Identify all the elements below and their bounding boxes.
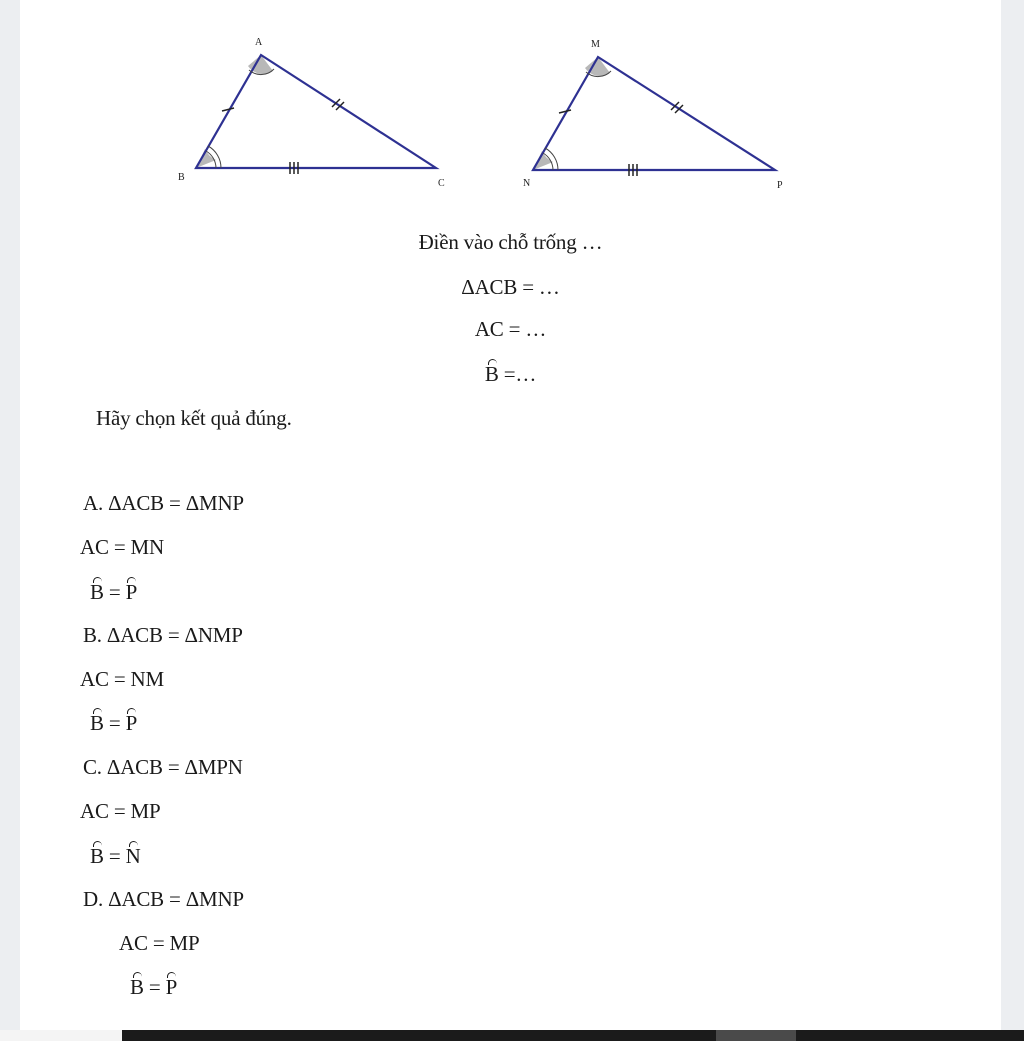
- option-c-angle-right: N: [125, 844, 141, 868]
- document-page: [20, 0, 1001, 1030]
- option-c-side: AC = MP: [80, 799, 161, 823]
- angle-b-letter: B: [484, 362, 499, 386]
- triangle-mnp: [523, 39, 783, 191]
- option-c-label[interactable]: C. ΔACB = ΔMPN: [83, 755, 243, 779]
- option-d-angle-right: P: [165, 975, 178, 999]
- option-a-angle: [90, 580, 137, 605]
- option-b-label[interactable]: B. ΔACB = ΔNMP: [83, 623, 243, 647]
- option-c-angle-left: B: [90, 844, 104, 868]
- option-b-angle-right: P: [125, 711, 138, 735]
- prompt-side-line: AC = …: [474, 317, 547, 341]
- option-a-side: AC = MN: [80, 535, 164, 559]
- triangle-abc: [178, 37, 445, 189]
- option-d-angle: [130, 975, 177, 1000]
- option-b-side: AC = NM: [80, 667, 164, 691]
- option-c-angle-op: =: [103, 844, 126, 868]
- option-b-angle: [90, 711, 137, 736]
- option-d-label[interactable]: D. ΔACB = ΔMNP: [83, 887, 244, 911]
- option-c-angle: [90, 844, 141, 869]
- horizontal-scrollbar[interactable]: [122, 1030, 1024, 1041]
- vertex-label-c: C: [438, 178, 445, 189]
- prompt-triangle-line: ΔACB = …: [461, 275, 560, 299]
- vertex-label-n: N: [523, 178, 531, 189]
- option-a-label[interactable]: A. ΔACB = ΔMNP: [83, 491, 244, 515]
- vertex-label-m: M: [591, 39, 600, 50]
- option-d-angle-op: =: [143, 975, 166, 999]
- option-a-angle-left: B: [90, 580, 104, 604]
- triangles-figure: [20, 0, 1001, 200]
- vertex-label-b: B: [178, 172, 185, 183]
- vertex-label-a: A: [255, 37, 263, 48]
- prompt-angle-line: [20, 362, 1001, 387]
- vertex-label-p: P: [777, 180, 783, 191]
- question-text: Hãy chọn kết quả đúng.: [96, 406, 292, 430]
- option-a-angle-op: =: [103, 580, 126, 604]
- option-b-angle-left: B: [90, 711, 104, 735]
- instruction-text: Điền vào chỗ trống …: [418, 230, 603, 254]
- option-d-side: AC = MP: [119, 931, 200, 955]
- scrollbar-thumb[interactable]: [716, 1030, 796, 1041]
- bottom-left-panel: [0, 1030, 122, 1041]
- triangles-svg: [20, 0, 1001, 200]
- option-a-angle-right: P: [125, 580, 138, 604]
- option-b-angle-op: =: [103, 711, 126, 735]
- prompt-angle-rest: =…: [498, 362, 537, 386]
- option-d-angle-left: B: [130, 975, 144, 999]
